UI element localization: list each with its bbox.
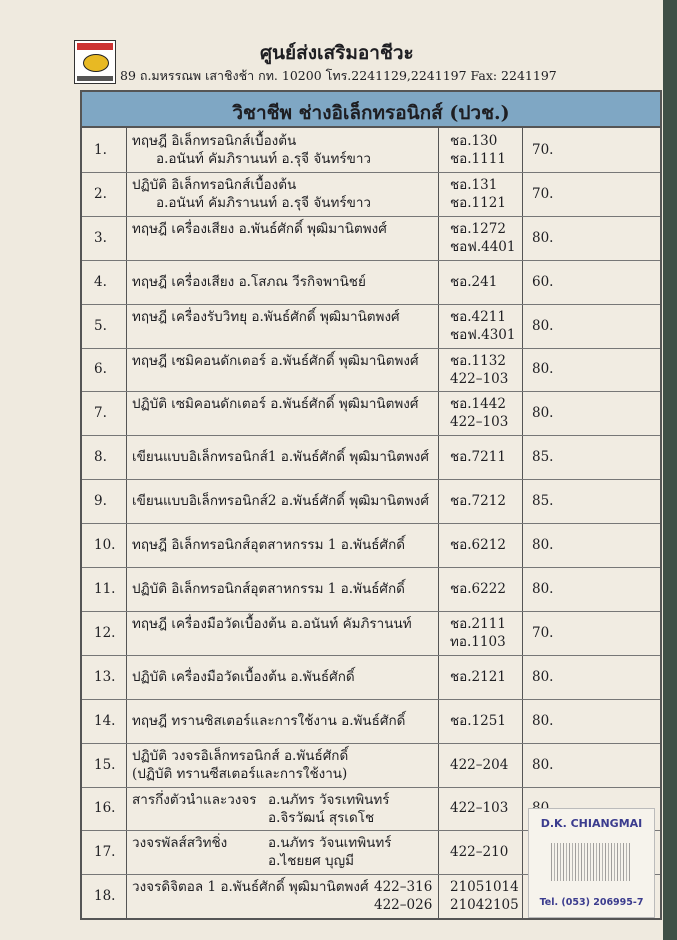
organization-logo	[74, 40, 116, 84]
course-title: ปฏิบัติ วงจรอิเล็กทรอนิกส์ อ.พันธ์ศักดิ์	[132, 747, 349, 764]
course-price: 80.	[532, 229, 554, 246]
column-divider-number	[126, 126, 127, 918]
row-divider	[82, 523, 660, 524]
course-code: ชอ.1111	[450, 151, 506, 167]
course-code: ชอ.2111	[450, 615, 506, 632]
course-price: 80.	[532, 405, 554, 422]
sticker-store-name: D.K. CHIANGMAI	[540, 817, 643, 830]
row-divider	[82, 172, 660, 173]
course-title: ทฤษฎี อิเล็กทรอนิกส์เบื้องต้น	[132, 133, 297, 149]
course-code: ชอ.241	[450, 273, 498, 290]
course-table	[80, 90, 662, 920]
course-code: ชอ.6222	[450, 580, 506, 597]
course-code: ชอ.1442	[450, 396, 506, 413]
organization-address: 89 ถ.มหรรณพ เสาชิงช้า กท. 10200 โทร.2241129,2241197 Fax: 2241197	[120, 68, 557, 83]
bookstore-sticker	[528, 808, 655, 918]
row-divider	[82, 699, 660, 700]
row-divider	[82, 260, 660, 261]
row-divider	[82, 216, 660, 217]
row-number: 11.	[94, 580, 116, 597]
row-divider	[82, 304, 660, 305]
course-title: ปฏิบัติ เซมิคอนดักเตอร์ อ.พันธ์ศักดิ์ พุฒิมานิตพงศ์	[132, 396, 419, 413]
course-price: 80.	[532, 317, 554, 334]
course-title: ทฤษฎี เครื่องมือวัดเบื้องต้น อ.อนันท์ คัมภิรานนท์	[132, 615, 412, 632]
course-price: 80.	[532, 580, 554, 597]
course-price: 70.	[532, 624, 554, 641]
row-number: 16.	[94, 800, 116, 817]
book-spine-edge	[663, 0, 677, 940]
course-code: 422–103	[450, 370, 509, 387]
course-author: อ.นภัทร วัจรเทพินทร์	[268, 791, 390, 808]
row-divider	[82, 611, 660, 612]
course-title: ทฤษฎี เครื่องรับวิทยุ อ.พันธ์ศักดิ์ พุฒิมานิตพงศ์	[132, 308, 400, 325]
row-number: 4.	[94, 273, 107, 290]
row-number: 3.	[94, 229, 107, 246]
course-code: 422–103	[450, 414, 509, 431]
course-price: 80.	[532, 361, 554, 378]
course-code: ชอ.6212	[450, 537, 506, 554]
course-title: ทฤษฎี อิเล็กทรอนิกส์อุตสาหกรรม 1 อ.พันธ์ศักดิ์	[132, 537, 406, 554]
row-number: 9.	[94, 493, 107, 510]
course-code: ชอ.7211	[450, 449, 506, 466]
row-number: 2.	[94, 185, 107, 202]
course-title: วงจรพัลส์สวิทชิ่ง	[132, 835, 228, 852]
course-code: ชอ.4211	[450, 308, 506, 325]
row-number: 5.	[94, 317, 107, 334]
course-code: ชอฟ.4401	[450, 238, 516, 255]
table-title: วิชาชีพ ช่างอิเล็กทรอนิกส์ (ปวช.)	[232, 102, 510, 124]
logo-stripe-top	[77, 43, 113, 50]
course-title: เขียนแบบอิเล็กทรอนิกส์2 อ.พันธ์ศักดิ์ พุฒิมานิตพงศ์	[132, 493, 429, 510]
course-code: ชอฟ.4301	[450, 326, 516, 343]
course-detail: อ.อนันท์ คัมภิรานนท์ อ.รุจี จันทร์ขาว	[156, 194, 371, 211]
logo-badge	[83, 54, 109, 72]
course-author: อ.นภัทร วัจนเทพินทร์	[268, 835, 392, 852]
course-author: อ.จิรวัฒน์ สุรเดโช	[268, 809, 375, 826]
course-code: ชอ.1272	[450, 220, 506, 237]
row-divider	[82, 479, 660, 480]
row-divider	[82, 567, 660, 568]
course-code: ชอ.7212	[450, 493, 506, 510]
course-price: 80.	[532, 537, 554, 554]
row-number: 8.	[94, 449, 107, 466]
course-title: ปฏิบัติ อิเล็กทรอนิกส์เบื้องต้น	[132, 176, 297, 193]
course-code: 21051014	[450, 879, 519, 896]
row-number: 15.	[94, 756, 116, 773]
course-detail: (ปฏิบัติ ทรานซีสเตอร์และการใช้งาน)	[132, 765, 348, 782]
course-title: สารกึ่งตัวนำและวงจร	[132, 791, 257, 808]
course-code: ชอ.131	[450, 176, 498, 193]
row-number: 12.	[94, 624, 116, 641]
row-divider	[82, 655, 660, 656]
row-number: 1.	[94, 141, 107, 158]
row-divider	[82, 391, 660, 392]
course-title: ทฤษฎี เซมิคอนดักเตอร์ อ.พันธ์ศักดิ์ พุฒิมานิตพงศ์	[132, 352, 419, 369]
course-code: 21042105	[450, 897, 519, 914]
organization-name: ศูนย์ส่งเสริมอาชีวะ	[260, 42, 414, 64]
course-code: 422–103	[450, 800, 509, 817]
course-code: 422–210	[450, 844, 509, 861]
course-author: อ.ไชยยศ บุญมี	[268, 853, 355, 870]
course-price: 80.	[532, 756, 554, 773]
course-title: วงจรดิจิตอล 1 อ.พันธ์ศักดิ์ พุฒิมานิตพงศ์	[132, 879, 369, 896]
course-title: เขียนแบบอิเล็กทรอนิกส์1 อ.พันธ์ศักดิ์ พุฒิมานิตพงศ์	[132, 449, 429, 466]
column-divider-code	[522, 126, 523, 918]
course-price: 60.	[532, 273, 554, 290]
course-code: ชอ.1132	[450, 352, 506, 369]
course-code: ชอ.2121	[450, 668, 506, 685]
row-number: 13.	[94, 668, 116, 685]
row-divider	[82, 743, 660, 744]
course-price: 70.	[532, 141, 554, 158]
course-code: ทอ.1103	[450, 633, 506, 650]
row-number: 10.	[94, 537, 116, 554]
logo-stripe-bottom	[77, 76, 113, 81]
row-divider	[82, 435, 660, 436]
course-price: 85.	[532, 449, 554, 466]
row-number: 17.	[94, 844, 116, 861]
course-subcode: 422–026	[374, 897, 433, 914]
column-divider-title	[438, 126, 439, 918]
course-detail: อ.อนันท์ คัมภิรานนท์ อ.รุจี จันทร์ขาว	[156, 151, 371, 167]
course-price: 80.	[532, 712, 554, 729]
course-code: 422–204	[450, 756, 509, 773]
row-number: 7.	[94, 405, 107, 422]
course-price: 85.	[532, 493, 554, 510]
barcode-icon	[551, 843, 631, 881]
row-divider	[82, 787, 660, 788]
table-title-bar	[82, 92, 660, 128]
row-number: 6.	[94, 361, 107, 378]
sticker-phone: Tel. (053) 206995-7	[539, 897, 644, 908]
row-number: 18.	[94, 888, 116, 905]
course-code: ชอ.1251	[450, 712, 506, 729]
course-title: ปฏิบัติ อิเล็กทรอนิกส์อุตสาหกรรม 1 อ.พันธ์ศักดิ์	[132, 580, 405, 597]
course-subcode: 422–316	[374, 879, 433, 896]
course-code: ชอ.1121	[450, 194, 506, 211]
row-number: 14.	[94, 712, 116, 729]
page-header	[74, 38, 659, 88]
course-title: ปฏิบัติ เครื่องมือวัดเบื้องต้น อ.พันธ์ศักดิ์	[132, 668, 355, 685]
course-price: 80.	[532, 668, 554, 685]
course-price: 70.	[532, 185, 554, 202]
row-divider	[82, 348, 660, 349]
course-title: ทฤษฎี เครื่องเสียง อ.โสภณ วีรกิจพานิชย์	[132, 273, 366, 290]
course-title: ทฤษฎี เครื่องเสียง อ.พันธ์ศักดิ์ พุฒิมานิตพงศ์	[132, 220, 387, 237]
course-title: ทฤษฎี ทรานซิสเตอร์และการใช้งาน อ.พันธ์ศักดิ์	[132, 712, 406, 729]
course-code: ชอ.130	[450, 133, 498, 149]
